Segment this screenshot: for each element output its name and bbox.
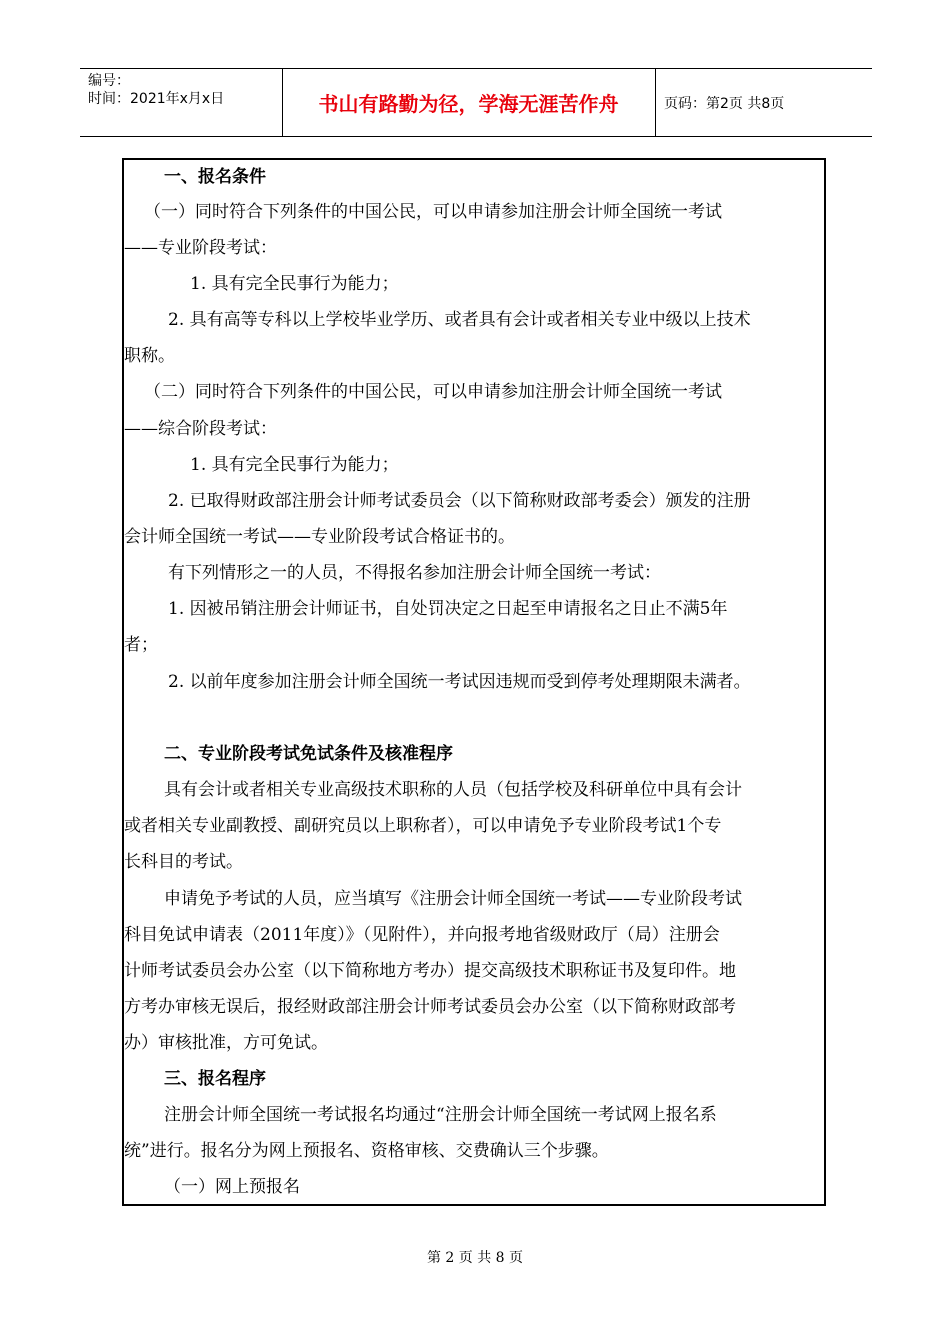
paragraph-line: 注册会计师全国统一考试报名均通过“注册会计师全国统一考试网上报名系 [164, 1105, 717, 1125]
paragraph-line: 科目免试申请表（2011年度）》（见附件），并向报考地省级财政厅（局）注册会 [124, 925, 720, 945]
list-item: 2. 已取得财政部注册会计师考试委员会（以下简称财政部考委会）颁发的注册 [168, 491, 751, 511]
subsection-title: （一）网上预报名 [164, 1177, 300, 1197]
section-3-title: 三、报名程序 [164, 1069, 266, 1089]
paragraph-line: 职称。 [124, 346, 175, 366]
paragraph-line: 有下列情形之一的人员，不得报名参加注册会计师全国统一考试： [168, 563, 661, 583]
content-frame [122, 158, 826, 1206]
paragraph-line: 会计师全国统一考试——专业阶段考试合格证书的。 [124, 527, 515, 547]
paragraph-line: （一）同时符合下列条件的中国公民，可以申请参加注册会计师全国统一考试 [144, 202, 722, 222]
list-item: 2. 以前年度参加注册会计师全国统一考试因违规而受到停考处理期限未满者。 [168, 672, 751, 692]
list-item: 2. 具有高等专科以上学校毕业学历、或者具有会计或者相关专业中级以上技术 [168, 310, 751, 330]
paragraph-line: 者； [124, 635, 158, 655]
section-1-title: 一、报名条件 [164, 167, 266, 187]
paragraph-line: 统”进行。报名分为网上预报名、资格审核、交费确认三个步骤。 [124, 1141, 609, 1161]
list-item: 1. 因被吊销注册会计师证书，自处罚决定之日起至申请报名之日止不满5年 [168, 599, 728, 619]
header-page-number: 页码：第2页 共8页 [664, 96, 785, 112]
paragraph-line: ——专业阶段考试： [124, 238, 277, 258]
paragraph-line: （二）同时符合下列条件的中国公民，可以申请参加注册会计师全国统一考试 [144, 382, 722, 402]
header-divider-right [655, 68, 656, 136]
document-time-label: 时间：2021年x月x日 [88, 91, 225, 107]
list-item: 1. 具有完全民事行为能力； [190, 455, 399, 475]
document-number-label: 编号： [88, 73, 130, 89]
paragraph-line: 长科目的考试。 [124, 852, 243, 872]
paragraph-line: 具有会计或者相关专业高级技术职称的人员（包括学校及科研单位中具有会计 [164, 780, 742, 800]
paragraph-line: 计师考试委员会办公室（以下简称地方考办）提交高级技术职称证书及复印件。地 [124, 961, 736, 981]
paragraph-line: 方考办审核无误后，报经财政部注册会计师考试委员会办公室（以下简称财政部考 [124, 997, 736, 1017]
header-bottom-rule [80, 136, 872, 137]
list-item: 1. 具有完全民事行为能力； [190, 274, 399, 294]
paragraph-line: 或者相关专业副教授、副研究员以上职称者），可以申请免予专业阶段考试1个专 [124, 816, 722, 836]
paragraph-line: 申请免予考试的人员，应当填写《注册会计师全国统一考试——专业阶段考试 [164, 889, 742, 909]
header-meta [88, 72, 224, 108]
paragraph-line: 办）审核批准，方可免试。 [124, 1033, 328, 1053]
page-footer: 第 2 页 共 8 页 [426, 1250, 524, 1266]
section-2-title: 二、专业阶段考试免试条件及核准程序 [164, 744, 453, 764]
paragraph-line: ——综合阶段考试： [124, 419, 277, 439]
header-motto: 书山有路勤为径，学海无涯苦作舟 [318, 91, 619, 116]
